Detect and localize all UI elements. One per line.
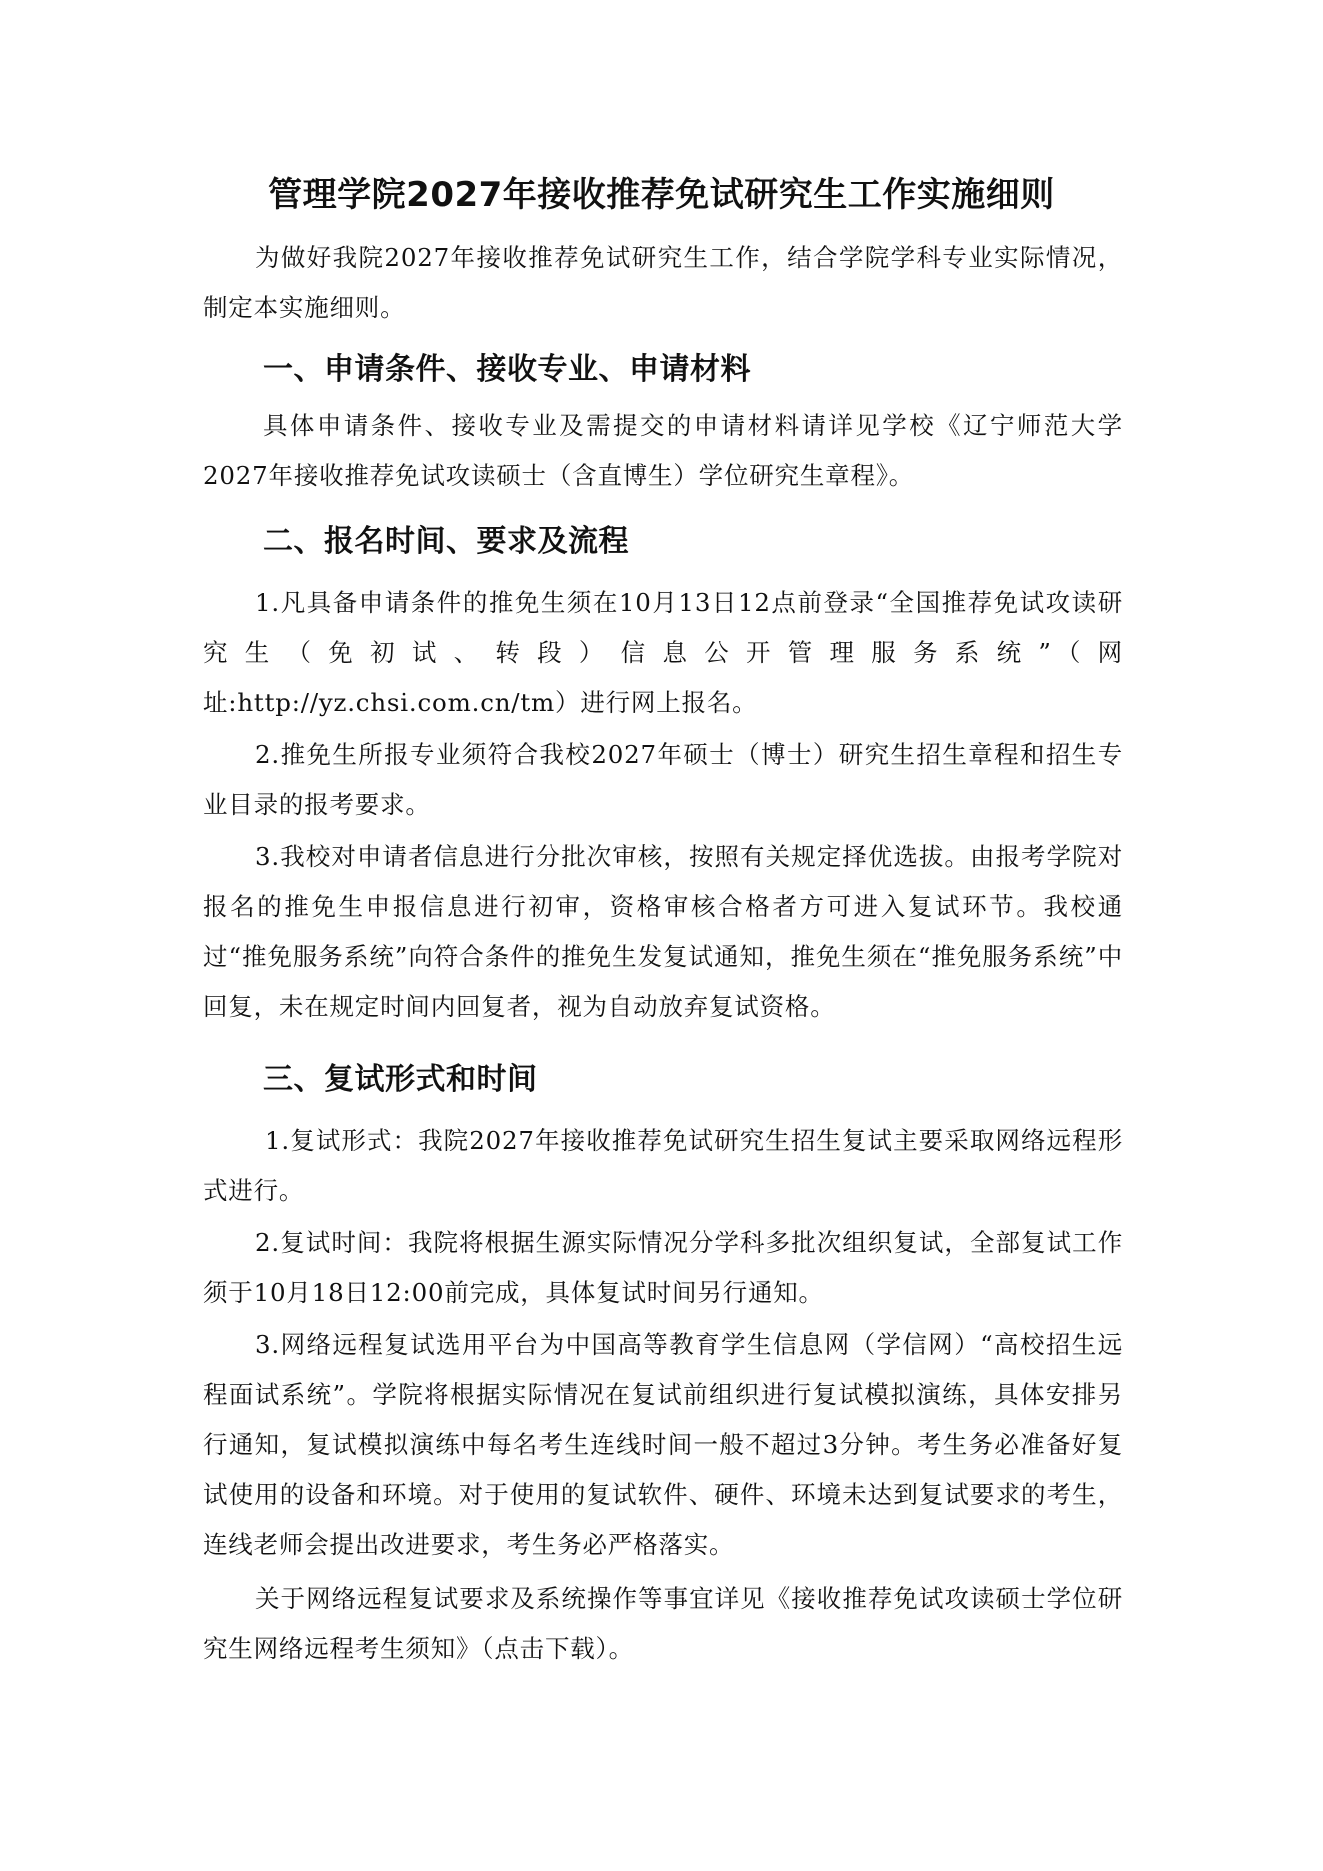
- document-title: 管理学院2027年接收推荐免试研究生工作实施细则: [268, 175, 1055, 215]
- section-3-paragraph-1: 1.复试形式：我院2027年接收推荐免试研究生招生复试主要采取网络远程形式进行。: [203, 1126, 1123, 1205]
- section-2-heading: 二、报名时间、要求及流程: [263, 524, 629, 559]
- section-2-paragraph-1: 1.凡具备申请条件的推免生须在10月13日12点前登录“全国推荐免试攻读研究生（免初试、转段）信息公开管理服务系统”（网址:http://yz.chsi.com.cn/tm）进行网上报名。: [203, 588, 1123, 717]
- section-2-paragraph-3: 3.我校对申请者信息进行分批次审核，按照有关规定择优选拔。由报考学院对报名的推免生申报信息进行初审，资格审核合格者方可进入复试环节。我校通过“推免服务系统”向符合条件的推免生发复试通知，推免生须在“推免服务系统”中回复，未在规定时间内回复者，视为自动放弃复试资格。: [203, 842, 1123, 1021]
- intro-paragraph: 为做好我院2027年接收推荐免试研究生工作，结合学院学科专业实际情况，制定本实施细则。: [203, 243, 1123, 322]
- section-3-paragraph-3: 3.网络远程复试选用平台为中国高等教育学生信息网（学信网）“高校招生远程面试系统”。学院将根据实际情况在复试前组织进行复试模拟演练，具体安排另行通知，复试模拟演练中每名考生连线时间一般不超过3分钟。考生务必准备好复试使用的设备和环境。对于使用的复试软件、硬件、环境未达到复试要求的考生，连线老师会提出改进要求，考生务必严格落实。: [203, 1330, 1123, 1559]
- section-1-paragraph-1: 具体申请条件、接收专业及需提交的申请材料请详见学校《辽宁师范大学2027年接收推荐免试攻读硕士（含直博生）学位研究生章程》。: [203, 411, 1123, 490]
- section-3-paragraph-2: 2.复试时间：我院将根据生源实际情况分学科多批次组织复试，全部复试工作须于10月18日12:00前完成，具体复试时间另行通知。: [203, 1228, 1123, 1307]
- section-3-paragraph-4-download-link[interactable]: 关于网络远程复试要求及系统操作等事宜详见《接收推荐免试攻读硕士学位研究生网络远程考生须知》（点击下载）。: [203, 1584, 1123, 1663]
- section-2-paragraph-2: 2.推免生所报专业须符合我校2027年硕士（博士）研究生招生章程和招生专业目录的报考要求。: [203, 740, 1123, 819]
- section-1-heading: 一、申请条件、接收专业、申请材料: [263, 352, 751, 387]
- section-3-heading: 三、复试形式和时间: [263, 1062, 538, 1097]
